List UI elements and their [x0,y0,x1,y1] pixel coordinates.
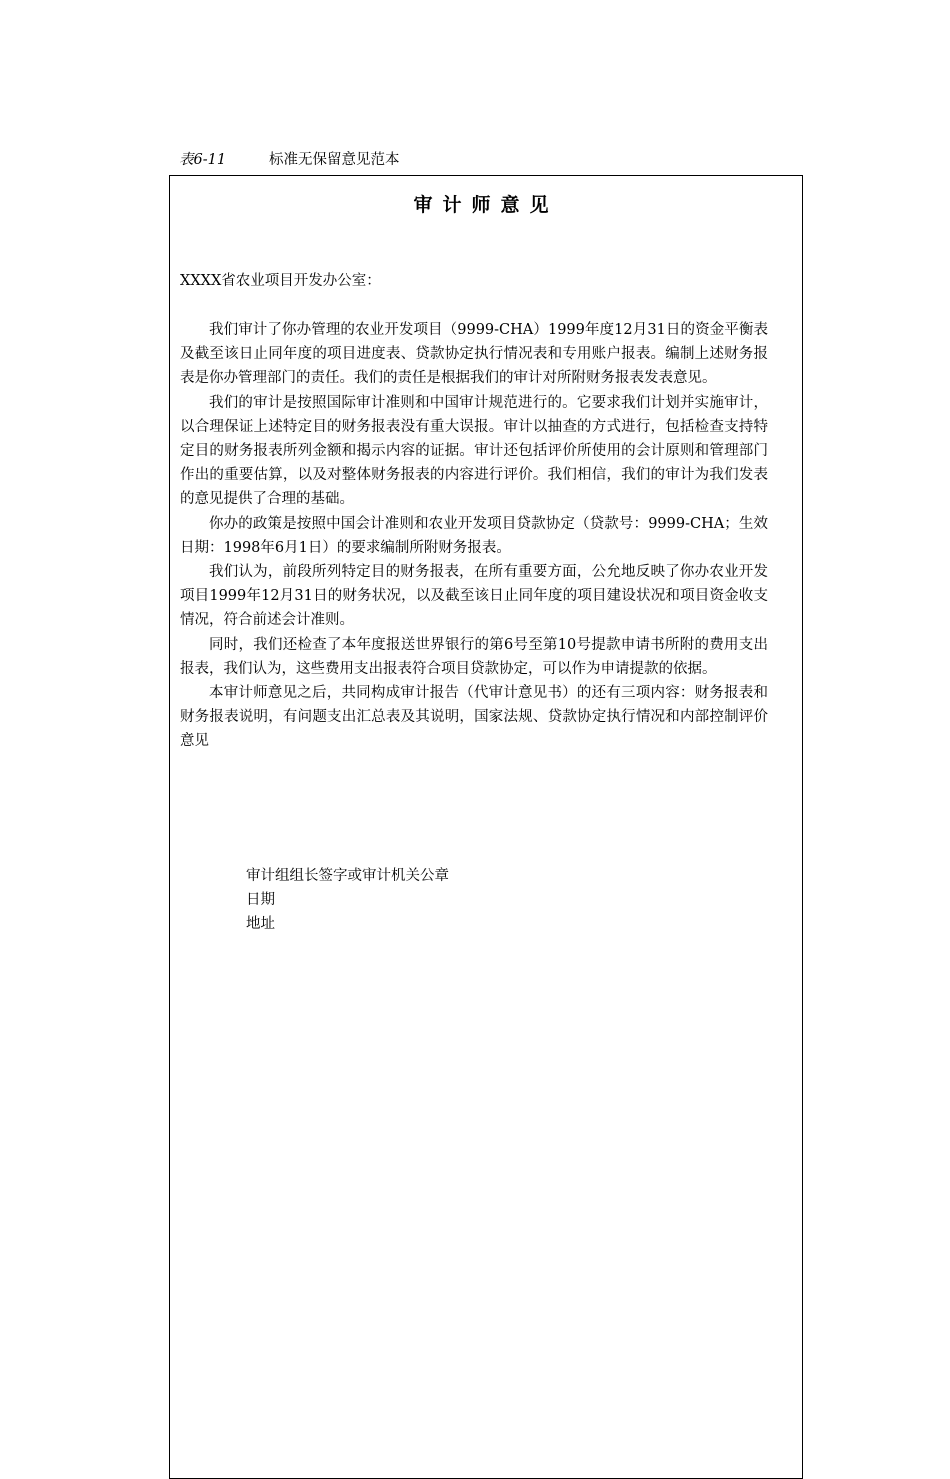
table-caption [179,150,400,170]
opinion-frame [169,175,803,1479]
date-line: 日期 [246,892,275,908]
address-line: 地址 [246,916,275,932]
paragraph-standards: 我们的审计是按照国际审计准则和中国审计规范进行的。它要求我们计划并实施审计，以合理保证上述特定目的财务报表没有重大误报。审计以抽查的方式进行，包括检查支持特定目的财务报表所列金额和揭示内容的证据。审计还包括评价所使用的会计原则和管理部门作出的重要估算，以及对整体财务报表的内容进行评价。我们相信，我们的审计为我们发表的意见提供了合理的基础。 [180,394,768,508]
table-number: 表6-11 [179,152,227,168]
paragraph-contents: 本审计师意见之后，共同构成审计报告（代审计意见书）的还有三项内容：财务报表和财务报表说明，有问题支出汇总表及其说明，国家法规、贷款协定执行情况和内部控制评价意见 [180,685,768,750]
paragraph-scope: 我们审计了你办管理的农业开发项目（9999-CHA）1999年度12月31日的资金平衡表及截至该日止同年度的项目进度表、贷款协定执行情况表和专用账户报表。编制上述财务报表是你办管理部门的责任。我们的责任是根据我们的审计对所附财务报表发表意见。 [180,322,768,387]
paragraph-policy: 你办的政策是按照中国会计准则和农业开发项目贷款协定（贷款号：9999-CHA；生效日期：1998年6月1日）的要求编制所附财务报表。 [180,515,768,556]
paragraph-opinion: 我们认为，前段所列特定目的财务报表，在所有重要方面，公允地反映了你办农业开发项目1999年12月31日的财务状况，以及截至该日止同年度的项目建设状况和项目资金收支情况，符合前述会计准则。 [180,564,768,629]
addressee: XXXX省农业项目开发办公室： [180,273,381,289]
opinion-body [180,318,768,754]
signer-line: 审计组组长签字或审计机关公章 [246,868,449,884]
table-title: 标准无保留意见范本 [269,152,400,168]
document-heading: 审计师意见 [413,194,559,216]
signature-block [246,864,449,936]
paragraph-expenditure: 同时，我们还检查了本年度报送世界银行的第6号至第10号提款申请书所附的费用支出报表，我们认为，这些费用支出报表符合项目贷款协定，可以作为申请提款的依据。 [180,636,768,677]
